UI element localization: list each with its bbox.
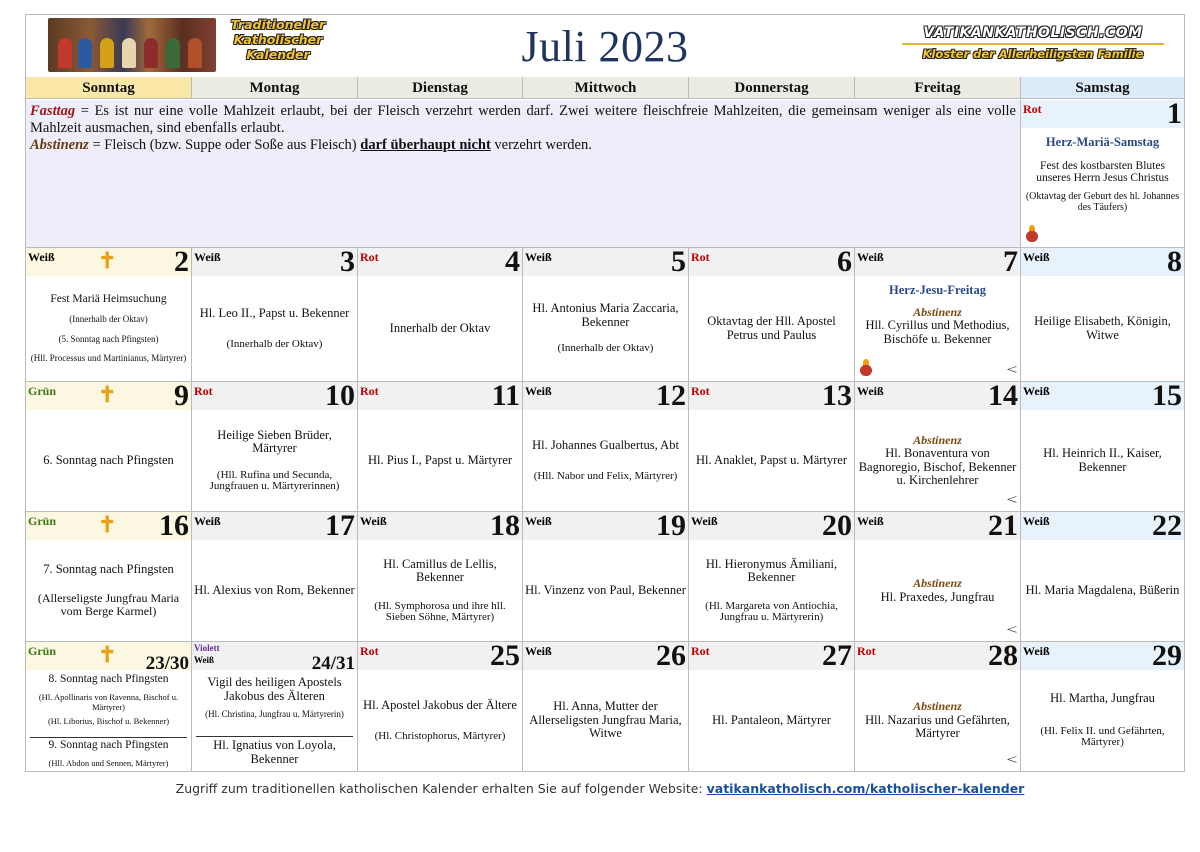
day-cell-5 — [523, 248, 689, 382]
day-feast: Vigil des heiligen Apostels Jakobus des Älteren — [207, 675, 342, 703]
day-number: 2 — [174, 248, 189, 278]
liturgical-color: Grün — [28, 384, 57, 398]
day-content-b — [194, 739, 355, 766]
liturgical-color: Rot — [691, 250, 710, 264]
day-content — [28, 278, 189, 379]
day-header — [689, 248, 854, 276]
day-feast: Heilige Sieben Brüder, Märtyrer — [217, 427, 332, 455]
day-content — [691, 278, 852, 379]
day-cell-24-31 — [192, 642, 358, 772]
week-divider — [196, 736, 353, 737]
liturgical-color: Weiß — [525, 384, 552, 398]
week-divider — [30, 737, 187, 738]
day-feast: Hll. Cyrillus und Methodius, Bischöfe u. Bekenner — [865, 318, 1010, 346]
liturgical-color-2: Weiß — [194, 655, 215, 665]
day-cell-4 — [358, 248, 523, 382]
liturgical-color: Weiß — [28, 250, 55, 264]
day-header — [1021, 100, 1184, 128]
weekday-tuesday: Dienstag — [358, 77, 523, 99]
liturgical-color: Weiß — [1023, 514, 1050, 528]
calendar-sheet — [25, 14, 1185, 772]
day-content — [857, 284, 1018, 379]
day-feast: Hl. Anna, Mutter der Allerseligsten Jungfrau Maria, Witwe — [529, 699, 682, 741]
day-content — [525, 672, 686, 769]
fish-icon: < — [1006, 623, 1018, 638]
day-feast: Hll. Nazarius und Gefährten, Märtyrer — [865, 712, 1010, 741]
liturgical-color: Grün — [28, 644, 57, 658]
liturgical-color: Violett — [194, 643, 220, 653]
day-cell-22 — [1021, 512, 1184, 642]
day-special: Herz-Jesu-Freitag — [889, 283, 986, 297]
liturgical-color: Grün — [28, 514, 57, 528]
liturgical-color: Rot — [360, 384, 379, 398]
site-subtitle: Kloster der Allerheiligsten Familie — [922, 47, 1144, 61]
day-cell-18 — [358, 512, 523, 642]
day-number: 26 — [656, 642, 686, 672]
weekday-wednesday: Mittwoch — [523, 77, 689, 99]
cross-icon: ✝ — [98, 512, 117, 537]
day-feast: 8. Sonntag nach Pfingsten — [48, 673, 169, 685]
day-cell-1 — [1021, 100, 1184, 248]
cross-icon: ✝ — [98, 642, 117, 667]
day-content — [1023, 412, 1182, 509]
day-content — [194, 278, 355, 379]
abstinenz-bold: darf überhaupt nicht — [360, 137, 491, 153]
day-number: 13 — [822, 382, 852, 412]
fish-icon: < — [1006, 363, 1018, 378]
day-cell-10 — [192, 382, 358, 512]
liturgical-color: Weiß — [525, 644, 552, 658]
liturgical-color: Weiß — [525, 514, 552, 528]
day-number: 12 — [656, 382, 686, 412]
liturgical-color: Rot — [360, 250, 379, 264]
day-feast: 6. Sonntag nach Pfingsten — [43, 452, 174, 467]
liturgical-color: Weiß — [857, 250, 884, 264]
day-note: (Allerseligste Jungfrau Maria vom Berge Karmel) — [37, 591, 180, 619]
day-number: 5 — [671, 248, 686, 278]
day-feast: Hl. Camillus de Lellis, Bekenner — [383, 556, 497, 584]
day-cell-11 — [358, 382, 523, 512]
day-note: (5. Sonntag nach Pfingsten) — [58, 333, 159, 344]
liturgical-color: Rot — [194, 384, 213, 398]
day-content-b — [28, 739, 189, 768]
day-note: (Hl. Christophorus, Märtyrer) — [374, 729, 506, 742]
day-cell-3 — [192, 248, 358, 382]
logo-line-1: Traditioneller — [230, 17, 326, 32]
day-feast: Hl. Bonaventura von Bagnoregio, Bischof, Bekenner u. Kirchenlehrer — [858, 446, 1017, 487]
day-feast: Heilige Elisabeth, Königin, Witwe — [1034, 314, 1171, 342]
day-cell-26 — [523, 642, 689, 772]
day-feast: Innerhalb der Oktav — [389, 320, 491, 335]
liturgical-color: Weiß — [525, 250, 552, 264]
day-feast: Hl. Apostel Jakobus der Ältere — [363, 698, 517, 712]
day-number: 7 — [1003, 248, 1018, 278]
day-cell-17 — [192, 512, 358, 642]
day-number: 10 — [325, 382, 355, 412]
day-content — [857, 672, 1018, 769]
day-content — [194, 542, 355, 639]
footer-text: Zugriff zum traditionellen katholischen Kalender erhalten Sie auf folgender Website: — [175, 781, 707, 796]
day-content — [525, 412, 686, 509]
calendar-link[interactable]: vatikankatholisch.com/katholischer-kalender — [706, 781, 1025, 796]
day-content — [28, 412, 189, 509]
weekday-sunday: Sonntag — [26, 77, 192, 99]
day-number: 23/30 — [145, 653, 189, 674]
day-feast: Hl. Pius I., Papst u. Märtyrer — [367, 452, 513, 467]
day-number: 15 — [1152, 382, 1182, 412]
abstinenz-label: Abstinenz — [913, 432, 962, 447]
day-feast: Fest des kostbarsten Blutes unseres Herrn Jesus Christus — [1036, 159, 1169, 184]
weekday-row — [26, 77, 1184, 99]
day-number: 21 — [988, 512, 1018, 542]
day-feast: Hl. Anaklet, Papst u. Märtyrer — [695, 452, 847, 467]
day-content-a — [194, 676, 355, 721]
day-number: 25 — [490, 642, 520, 672]
day-number: 19 — [656, 512, 686, 542]
liturgical-color: Weiß — [1023, 384, 1050, 398]
site-logo — [898, 25, 1168, 61]
day-feast: 7. Sonntag nach Pfingsten — [43, 561, 174, 576]
day-content — [691, 672, 852, 769]
liturgical-color: Weiß — [360, 514, 387, 528]
weekday-saturday: Samstag — [1021, 77, 1184, 99]
day-note: (Hll. Nabor und Felix, Märtyrer) — [533, 469, 678, 482]
day-content — [360, 672, 520, 769]
day-cell-13 — [689, 382, 855, 512]
liturgical-color: Weiß — [194, 514, 221, 528]
sacred-heart-icon — [859, 359, 873, 377]
day-content-a — [28, 673, 189, 726]
day-feast: Hl. Johannes Gualbertus, Abt — [532, 438, 679, 452]
day-number: 18 — [490, 512, 520, 542]
day-number: 3 — [340, 248, 355, 278]
day-cell-9 — [26, 382, 192, 512]
weekday-friday: Freitag — [855, 77, 1021, 99]
day-cell-12 — [523, 382, 689, 512]
day-number: 27 — [822, 642, 852, 672]
day-content — [1023, 542, 1182, 639]
liturgical-color: Weiß — [194, 250, 221, 264]
day-cell-21 — [855, 512, 1021, 642]
calendar-header — [26, 15, 1184, 78]
day-number: 11 — [491, 382, 520, 412]
day-special: Herz-Mariä-Samstag — [1045, 135, 1160, 149]
day-number: 6 — [837, 248, 852, 278]
liturgical-color: Weiß — [857, 384, 884, 398]
day-feast: Oktavtag der Hll. Apostel Petrus und Paulus — [707, 314, 836, 342]
day-number: 4 — [505, 248, 520, 278]
day-note: (Hll. Processus und Martinianus, Märtyrer) — [30, 353, 187, 363]
day-note: (Hl. Apollinaris von Ravenna, Bischof u. Märtyrer) — [38, 691, 179, 712]
day-content — [360, 278, 520, 379]
day-number: 8 — [1167, 248, 1182, 278]
fasttag-term: Fasttag — [30, 103, 76, 119]
day-note: (Hl. Symphorosa und ihre hll. Sieben Söhne, Märtyrer) — [374, 599, 506, 623]
day-note: (Oktavtag der Geburt des hl. Johannes des Täufers) — [1025, 190, 1180, 213]
day-content — [194, 412, 355, 509]
cross-icon: ✝ — [98, 382, 117, 407]
day-note: (Hl. Christina, Jungfrau u. Märtyrerin) — [205, 709, 344, 719]
day-note: (Hll. Abdon und Sennen, Märtyrer) — [48, 757, 169, 768]
day-content — [857, 412, 1018, 509]
day-cell-19 — [523, 512, 689, 642]
day-content — [360, 542, 520, 639]
day-feast: Hl. Heinrich II., Kaiser, Bekenner — [1043, 446, 1162, 474]
liturgical-color: Weiß — [691, 514, 718, 528]
day-header — [358, 248, 522, 276]
abstinenz-text-b: verzehrt werden. — [490, 137, 592, 153]
day-content — [1023, 136, 1182, 245]
fasting-info — [26, 100, 1021, 248]
day-number: 28 — [988, 642, 1018, 672]
abstinenz-label: Abstinenz — [913, 304, 962, 319]
day-content — [1023, 672, 1182, 769]
day-content — [691, 542, 852, 639]
site-url: VATIKANKATHOLISCH.COM — [923, 25, 1143, 41]
page-title: Juli 2023 — [521, 22, 689, 71]
day-cell-20 — [689, 512, 855, 642]
day-feast: Hl. Vinzenz von Paul, Bekenner — [525, 582, 686, 597]
day-feast: Hl. Praxedes, Jungfrau — [880, 589, 995, 604]
day-cell-2 — [26, 248, 192, 382]
day-cell-8 — [1021, 248, 1184, 382]
day-feast: Hl. Antonius Maria Zaccaria, Bekenner — [532, 301, 679, 329]
day-number: 9 — [174, 382, 189, 412]
day-content — [1023, 278, 1182, 379]
day-note: (Innerhalb der Oktav) — [226, 337, 323, 350]
day-cell-23-30 — [26, 642, 192, 772]
day-number: 29 — [1152, 642, 1182, 672]
day-feast: Hl. Ignatius von Loyola, Bekenner — [213, 738, 336, 766]
footer — [0, 781, 1200, 796]
day-feast: Hl. Hieronymus Ämiliani, Bekenner — [705, 556, 838, 584]
day-cell-16 — [26, 512, 192, 642]
abstinenz-label: Abstinenz — [913, 576, 962, 590]
day-cell-28 — [855, 642, 1021, 772]
day-cell-14 — [855, 382, 1021, 512]
weekday-thursday: Donnerstag — [689, 77, 855, 99]
day-note: (Hl. Margareta von Antiochia, Jungfrau u. Märtyrerin) — [705, 599, 838, 623]
day-number: 16 — [159, 512, 189, 542]
day-number: 1 — [1167, 100, 1182, 130]
day-content — [360, 412, 520, 509]
day-cell-6 — [689, 248, 855, 382]
day-cell-29 — [1021, 642, 1184, 772]
liturgical-color: Rot — [1023, 102, 1042, 116]
day-cell-25 — [358, 642, 523, 772]
day-feast: Hl. Pantaleon, Märtyrer — [712, 712, 831, 727]
day-feast: Hl. Alexius von Rom, Bekenner — [194, 582, 355, 597]
day-feast: Hl. Leo II., Papst u. Bekenner — [199, 306, 350, 320]
day-note: (Hll. Rufina und Secunda, Jungfrauen u. Märtyrerinnen) — [209, 468, 340, 492]
day-feast: 9. Sonntag nach Pfingsten — [48, 739, 169, 751]
day-note: (Innerhalb der Oktav) — [557, 342, 654, 355]
abstinenz-label: Abstinenz — [913, 699, 962, 714]
day-number: 22 — [1152, 512, 1182, 542]
day-number: 24/31 — [311, 653, 355, 674]
fish-icon: < — [1006, 753, 1018, 768]
day-cell-15 — [1021, 382, 1184, 512]
day-number: 14 — [988, 382, 1018, 412]
liturgical-color: Rot — [691, 384, 710, 398]
day-content — [525, 542, 686, 639]
day-content — [28, 542, 189, 639]
liturgical-color: Weiß — [857, 514, 884, 528]
day-cell-7 — [855, 248, 1021, 382]
liturgical-color: Rot — [360, 644, 379, 658]
day-number: 17 — [325, 512, 355, 542]
day-note: (Hl. Felix II. und Gefährten, Märtyrer) — [1040, 724, 1165, 749]
day-content — [691, 412, 852, 509]
fish-icon: < — [1006, 493, 1018, 508]
day-content — [525, 278, 686, 379]
liturgical-color: Weiß — [1023, 644, 1050, 658]
liturgical-color: Rot — [691, 644, 710, 658]
day-feast: Hl. Martha, Jungfrau — [1050, 691, 1155, 706]
sacred-heart-icon — [1025, 225, 1039, 243]
cross-icon: ✝ — [98, 248, 117, 273]
day-feast: Hl. Maria Magdalena, Büßerin — [1025, 582, 1180, 597]
weekday-monday: Montag — [192, 77, 358, 99]
liturgical-color: Weiß — [1023, 250, 1050, 264]
site-divider — [902, 43, 1164, 45]
day-number: 20 — [822, 512, 852, 542]
day-cell-27 — [689, 642, 855, 772]
day-content — [857, 542, 1018, 639]
day-note: (Hl. Liborius, Bischof u. Bekenner) — [47, 715, 170, 726]
fasttag-text: = Es ist nur eine volle Mahlzeit erlaubt, bei der Fleisch verzehrt werden darf. Zwei weitere fleischfreie Mahlzeiten, die gemeinsam weniger als eine volle Mahlzeit ausmachen, sind ebenfalls erlaubt. — [30, 103, 1016, 136]
liturgical-color: Rot — [857, 644, 876, 658]
abstinenz-text-a: = Fleisch (bzw. Suppe oder Soße aus Fleisch) — [88, 137, 361, 153]
logo-line-2: Katholischer — [233, 32, 323, 47]
abstinenz-term: Abstinenz — [30, 137, 89, 153]
day-note: (Innerhalb der Oktav) — [69, 314, 148, 324]
logo-line-3: Kalender — [246, 47, 310, 62]
day-feast: Fest Mariä Heimsuchung — [50, 292, 167, 305]
